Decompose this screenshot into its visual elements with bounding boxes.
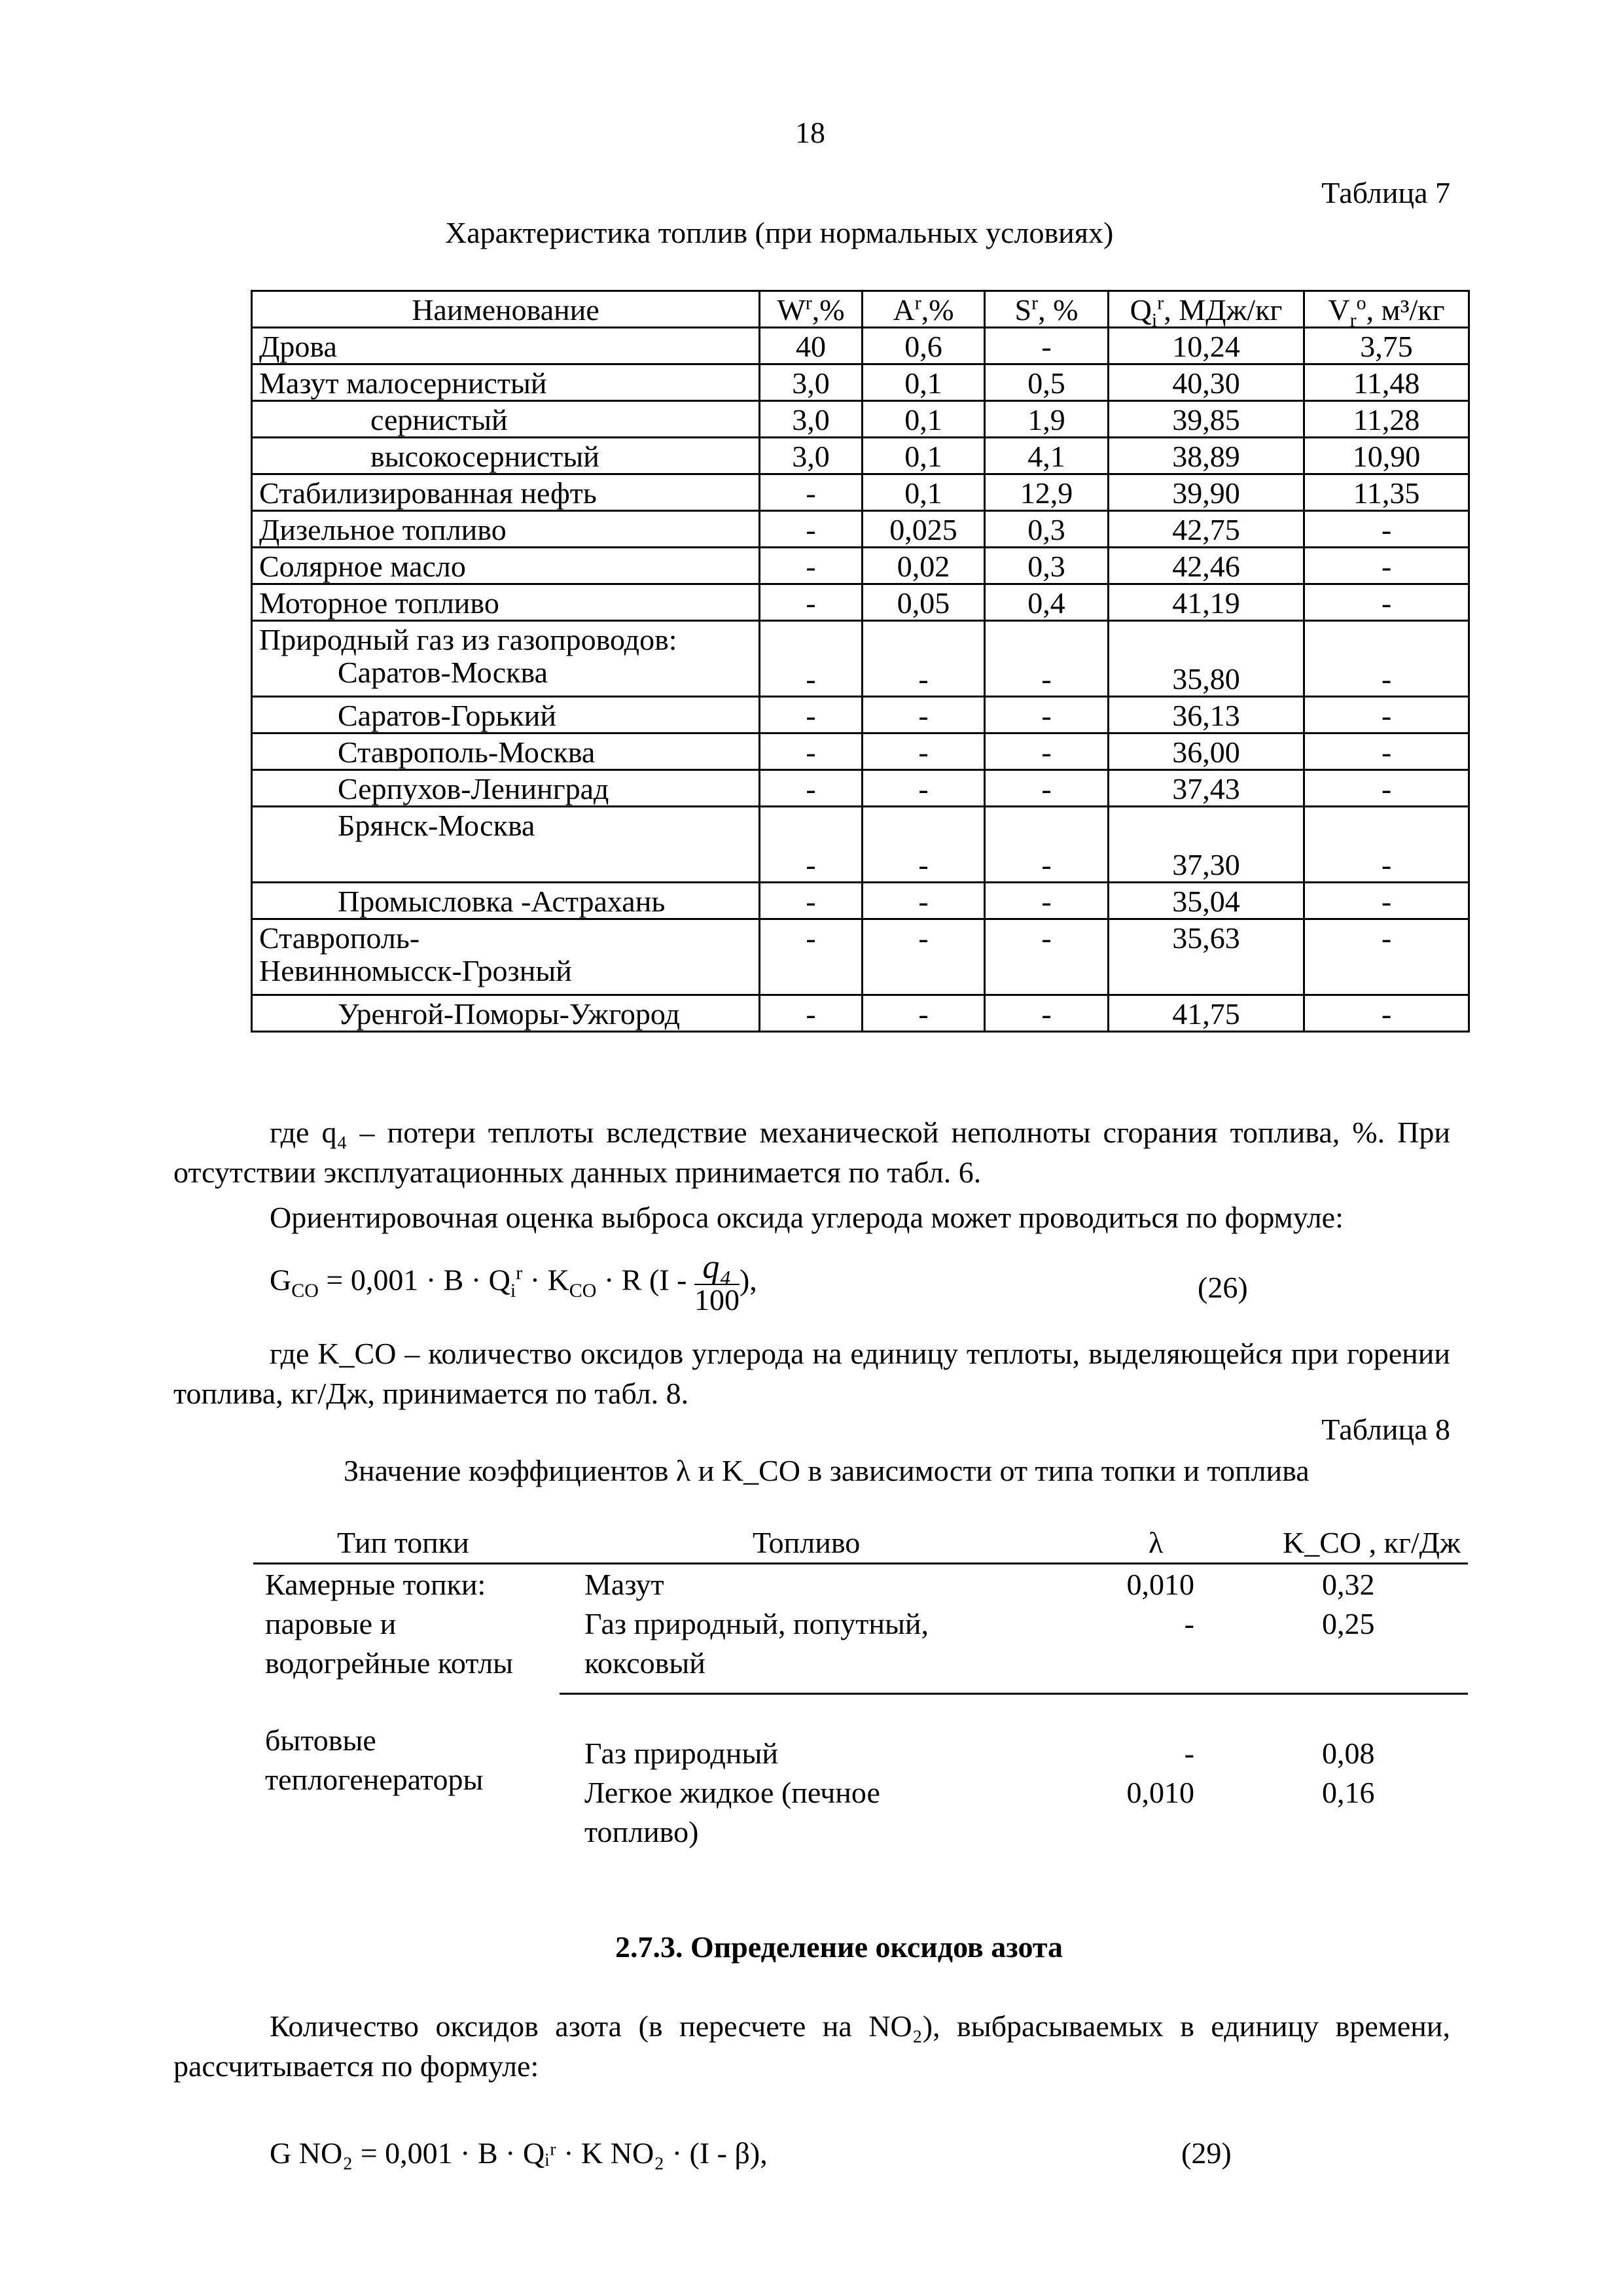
cell-w: 40 <box>760 328 863 364</box>
table8-label: Таблица 8 <box>1321 1413 1450 1446</box>
table-row <box>252 995 1469 1032</box>
cell-s: 0,3 <box>985 548 1109 584</box>
cell-name: Ставрополь-Москва <box>252 733 760 770</box>
cell-a: - <box>863 807 985 883</box>
cell-name: Природный газ из газопроводов: Саратов-Москва <box>252 621 760 697</box>
cell-name: Ставрополь- Невинномысск-Грозный <box>252 919 760 995</box>
table8-row-fuel: Газ природный Легкое жидкое (печное топливо) <box>584 1737 880 1848</box>
cell-a: 0,6 <box>863 328 985 364</box>
formula-26-number: (26) <box>1198 1271 1248 1304</box>
cell-name: Промысловка -Астрахань <box>252 883 760 919</box>
table-row <box>252 584 1469 621</box>
cell-w: - <box>760 733 863 770</box>
table8-row-k: 0,32 0,25 <box>1322 1568 1375 1640</box>
table-row <box>252 548 1469 584</box>
cell-a: - <box>863 770 985 807</box>
cell-v: - <box>1304 807 1469 883</box>
cell-s: 1,9 <box>985 401 1109 438</box>
table-row <box>252 883 1469 919</box>
cell-name: Саратов-Горький <box>252 697 760 733</box>
cell-a: 0,025 <box>863 511 985 548</box>
cell-q: 42,75 <box>1109 511 1304 548</box>
table-row <box>252 328 1469 364</box>
fraction-q4-over-100: $\frac{\text{q₄}}{100}$ <box>694 1248 740 1316</box>
cell-q: 39,85 <box>1109 401 1304 438</box>
table-row <box>252 438 1469 474</box>
table-row <box>252 621 1469 697</box>
cell-v: - <box>1304 995 1469 1032</box>
cell-s: 0,4 <box>985 584 1109 621</box>
cell-a: 0,1 <box>863 401 985 438</box>
cell-a: 0,1 <box>863 438 985 474</box>
table-row <box>252 474 1469 511</box>
table8-row-lambda: - 0,010 <box>1126 1737 1194 1809</box>
table7-label: Таблица 7 <box>1321 176 1450 209</box>
cell-v: 3,75 <box>1304 328 1469 364</box>
cell-w: - <box>760 621 863 697</box>
cell-w: - <box>760 697 863 733</box>
cell-a: - <box>863 919 985 995</box>
table-row <box>252 733 1469 770</box>
header-w: $W^r,\%$ <box>760 291 863 328</box>
cell-q: 35,04 <box>1109 883 1304 919</box>
table-row <box>252 807 1469 883</box>
cell-a: 0,02 <box>863 548 985 584</box>
cell-s: - <box>985 995 1109 1032</box>
table-row <box>252 364 1469 401</box>
cell-a: 0,05 <box>863 584 985 621</box>
cell-s: 12,9 <box>985 474 1109 511</box>
cell-q: 38,89 <box>1109 438 1304 474</box>
cell-w: - <box>760 511 863 548</box>
cell-s: - <box>985 697 1109 733</box>
cell-name: сернистый <box>252 401 760 438</box>
cell-v: - <box>1304 733 1469 770</box>
cell-name: высокосернистый <box>252 438 760 474</box>
cell-q: 35,80 <box>1109 621 1304 697</box>
paragraph-kco: где K_CO – количество оксидов углерода на единицу теплоты, выделяющейся при горении топлива, кг/Дж, принимается по табл. 8. <box>173 1337 1450 1410</box>
header-q: $Q_i^r$, МДж/кг <box>1109 291 1304 328</box>
table7-caption: Характеристика топлив (при нормальных условиях) <box>445 216 1114 249</box>
cell-q: 36,13 <box>1109 697 1304 733</box>
cell-s: 0,5 <box>985 364 1109 401</box>
table8-row-fuel: Мазут Газ природный, попутный, коксовый <box>584 1568 929 1680</box>
cell-w: 3,0 <box>760 364 863 401</box>
cell-s: - <box>985 621 1109 697</box>
cell-name: Брянск-Москва <box>252 807 760 883</box>
cell-q: 35,63 <box>1109 919 1304 995</box>
cell-name: Солярное масло <box>252 548 760 584</box>
page-number: 18 <box>795 116 825 149</box>
section-heading: 2.7.3. Определение оксидов азота <box>615 1930 1063 1964</box>
cell-s: - <box>985 919 1109 995</box>
cell-q: 42,46 <box>1109 548 1304 584</box>
cell-v: 10,90 <box>1304 438 1469 474</box>
cell-a: - <box>863 733 985 770</box>
cell-v: 11,48 <box>1304 364 1469 401</box>
cell-q: 37,30 <box>1109 807 1304 883</box>
cell-v: 11,35 <box>1304 474 1469 511</box>
cell-a: 0,1 <box>863 474 985 511</box>
cell-q: 37,43 <box>1109 770 1304 807</box>
cell-w: - <box>760 584 863 621</box>
table8-header-lambda: λ <box>1149 1526 1164 1559</box>
header-name: Наименование <box>252 291 760 328</box>
header-a: $A^r,\%$ <box>863 291 985 328</box>
paragraph-nox: Количество оксидов азота (в пересчете на NO₂), выбрасываемых в единицу времени, рассчитывается по формуле: <box>173 2009 1450 2083</box>
cell-a: - <box>863 995 985 1032</box>
cell-name: Дрова <box>252 328 760 364</box>
cell-w: - <box>760 807 863 883</box>
table8-header-line <box>253 1563 1468 1564</box>
fuel-characteristics-table <box>251 290 1470 1033</box>
cell-name: Стабилизированная нефть <box>252 474 760 511</box>
cell-v: - <box>1304 883 1469 919</box>
table8-header-fuel: Топливо <box>753 1526 861 1559</box>
cell-s: - <box>985 328 1109 364</box>
cell-s: - <box>985 770 1109 807</box>
table8-group2-type: бытовые теплогенераторы <box>265 1723 484 1796</box>
cell-w: 3,0 <box>760 438 863 474</box>
table-row <box>252 401 1469 438</box>
table-row <box>252 770 1469 807</box>
cell-q: 40,30 <box>1109 364 1304 401</box>
table-header-row <box>252 291 1469 328</box>
cell-s: 0,3 <box>985 511 1109 548</box>
cell-q: 41,19 <box>1109 584 1304 621</box>
cell-name: Уренгой-Поморы-Ужгород <box>252 995 760 1032</box>
formula-29-number: (29) <box>1181 2136 1232 2170</box>
cell-v: - <box>1304 697 1469 733</box>
cell-v: - <box>1304 511 1469 548</box>
cell-q: 41,75 <box>1109 995 1304 1032</box>
formula-29: G NO₂ = 0,001 · B · Qᵢʳ · K NO₂ · (I - β), <box>270 2136 768 2170</box>
cell-w: - <box>760 883 863 919</box>
table8-caption: Значение коэффициентов λ и K_CO в зависимости от типа топки и топлива <box>344 1454 1310 1487</box>
cell-a: - <box>863 697 985 733</box>
table8-group-divider <box>560 1693 1468 1695</box>
header-v: $V_r^o$, м³/кг <box>1304 291 1469 328</box>
cell-w: 3,0 <box>760 401 863 438</box>
paragraph-estimate: Ориентировочная оценка выброса оксида углерода может проводиться по формуле: <box>270 1201 1344 1234</box>
cell-q: 10,24 <box>1109 328 1304 364</box>
table8-header-k: K_CO , кг/Дж <box>1283 1526 1461 1559</box>
formula-26: $G_{CO} = 0,001 \cdot B \cdot Q_i^r \cdot K_{CO} \cdot R$ (I - $\frac{\text{q₄}}{100}$ ), <box>270 1248 757 1316</box>
cell-name: Серпухов-Ленинград <box>252 770 760 807</box>
cell-v: - <box>1304 621 1469 697</box>
cell-name: Дизельное топливо <box>252 511 760 548</box>
cell-s: - <box>985 733 1109 770</box>
table8-header-type: Тип топки <box>337 1526 469 1559</box>
cell-a: 0,1 <box>863 364 985 401</box>
cell-w: - <box>760 770 863 807</box>
cell-q: 39,90 <box>1109 474 1304 511</box>
table-row <box>252 511 1469 548</box>
cell-name: Мазут малосернистый <box>252 364 760 401</box>
cell-name: Моторное топливо <box>252 584 760 621</box>
paragraph-q4: где q₄ – потери теплоты вследствие механической неполноты сгорания топлива, %. При отсутствии эксплуатационных данных принимается по табл. 6. <box>173 1116 1450 1189</box>
cell-v: - <box>1304 770 1469 807</box>
cell-w: - <box>760 548 863 584</box>
cell-a: - <box>863 883 985 919</box>
cell-s: - <box>985 807 1109 883</box>
table8-row-lambda: 0,010 - <box>1126 1568 1194 1640</box>
cell-w: - <box>760 919 863 995</box>
table-row <box>252 919 1469 995</box>
cell-v: - <box>1304 548 1469 584</box>
table-row <box>252 697 1469 733</box>
cell-a: - <box>863 621 985 697</box>
cell-v: - <box>1304 584 1469 621</box>
cell-s: - <box>985 883 1109 919</box>
header-s: $S^r$, % <box>985 291 1109 328</box>
cell-w: - <box>760 474 863 511</box>
table8-row-k: 0,08 0,16 <box>1322 1737 1375 1809</box>
cell-s: 4,1 <box>985 438 1109 474</box>
cell-q: 36,00 <box>1109 733 1304 770</box>
table8-group1-type: Камерные топки: паровые и водогрейные котлы <box>265 1568 514 1680</box>
cell-v: - <box>1304 919 1469 995</box>
cell-v: 11,28 <box>1304 401 1469 438</box>
cell-w: - <box>760 995 863 1032</box>
